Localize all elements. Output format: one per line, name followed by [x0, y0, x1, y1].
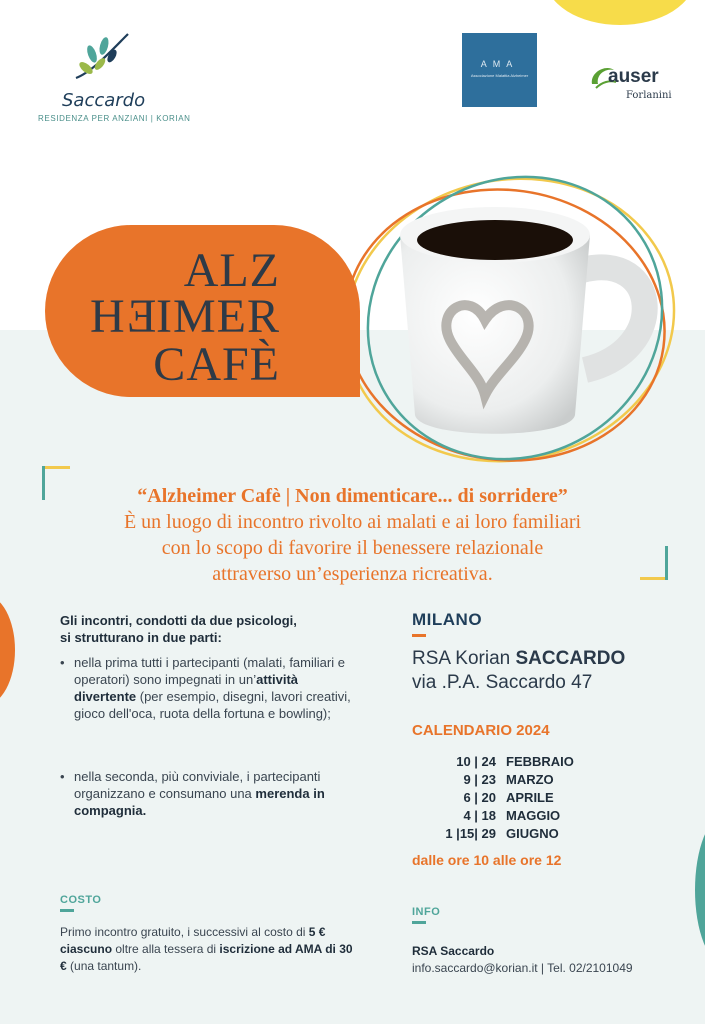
badge-heimer-rest: IMER — [156, 290, 280, 343]
info-name: RSA Saccardo — [412, 944, 495, 958]
bullet-first-part — [60, 654, 360, 722]
costo-text-a: Primo incontro gratuito, i successivi al costo di — [60, 925, 309, 939]
quote-corner-bottom-right — [640, 546, 668, 580]
badge-line-1: ALZ — [183, 244, 280, 297]
bullet-second-part — [60, 768, 360, 819]
costo-rule — [60, 909, 74, 912]
saccardo-logo — [38, 28, 198, 128]
city-heading: MILANO — [412, 610, 483, 629]
bullet1-bold: attività divertente — [74, 672, 299, 704]
bullet2-text-a: nella seconda, più conviviale, i partecipanti organizzano e consumano una — [74, 769, 321, 801]
costo-text-c: (una tantum). — [66, 959, 142, 973]
calendar-row — [412, 754, 612, 772]
coffee-cup-illustration — [320, 160, 690, 480]
calendar-month: FEBBRAIO — [506, 754, 574, 769]
rsa-prefix: RSA Korian — [412, 648, 516, 669]
incontri-heading-line-2: si strutturano in due parti: — [60, 630, 222, 645]
badge-line-2 — [90, 289, 280, 344]
bullet1-text-a: nella prima tutti i partecipanti (malati, familiari e operatori) sono impegnati in un’ — [74, 655, 345, 687]
ama-logo-subtitle: Associazione Malattia Alzheimer — [470, 73, 529, 78]
calendar-row — [412, 808, 612, 826]
ama-logo-title: AMA — [480, 59, 519, 69]
calendar-dates: 6 | 20 — [463, 790, 496, 805]
calendar-dates: 10 | 24 — [456, 754, 496, 769]
info-label: INFO — [412, 906, 441, 918]
info-rule — [412, 921, 426, 924]
costo-bold-price: 5 € ciascuno — [60, 925, 326, 956]
calendar-row — [412, 826, 612, 844]
quote-line-3: attraverso un’esperienza ricreativa. — [212, 563, 493, 585]
city-rule — [412, 634, 426, 637]
ama-logo — [462, 33, 537, 107]
meeting-hours: dalle ore 10 alle ore 12 — [412, 852, 562, 868]
alzheimer-cafe-badge — [45, 225, 360, 397]
calendar-month: MAGGIO — [506, 808, 561, 823]
calendar-dates: 1 |15| 29 — [445, 826, 496, 841]
info-contact: info.saccardo@korian.it | Tel. 02/2101049 — [412, 961, 633, 975]
incontri-heading-line-1: Gli incontri, condotti da due psicologi, — [60, 613, 297, 628]
quote-title: “Alzheimer Cafè | Non dimenticare... di sorridere” — [137, 485, 568, 507]
calendar-month: GIUGNO — [506, 826, 559, 841]
badge-line-3: CAFÈ — [153, 338, 280, 391]
bullet2-bold: merenda in compagnia. — [74, 786, 325, 818]
quote-corner-top-left — [42, 466, 70, 500]
calendar-row — [412, 772, 612, 790]
bullet-dot: • — [60, 655, 65, 670]
bullet1-text-b: (per esempio, disegni, lavori creativi, gioco dell'oca, ruota della fortuna e bowling); — [74, 689, 351, 721]
auser-logo-subtitle: Forlanini — [626, 90, 672, 101]
badge-mirrored-letter: E — [125, 290, 156, 343]
saccardo-logo-subtitle: RESIDENZA PER ANZIANI | KORIAN — [38, 114, 191, 123]
costo-text-b: oltre alla tessera di — [112, 942, 220, 956]
rsa-name — [412, 648, 625, 670]
calendar-month: APRILE — [506, 790, 554, 805]
calendar-month: MARZO — [506, 772, 554, 787]
calendar-dates: 9 | 23 — [463, 772, 496, 787]
description-quote — [80, 483, 625, 587]
olive-branch-icon — [70, 28, 132, 86]
auser-logo-name: auser — [608, 66, 659, 87]
auser-logo — [588, 60, 688, 105]
calendar-dates: 4 | 18 — [463, 808, 496, 823]
incontri-heading — [60, 612, 360, 646]
calendar-title: CALENDARIO 2024 — [412, 722, 550, 739]
badge-heimer-h: H — [90, 290, 126, 343]
rsa-address: via .P.A. Saccardo 47 — [412, 672, 593, 693]
saccardo-logo-name: Saccardo — [62, 90, 146, 111]
quote-line-2: con lo scopo di favorire il benessere relazionale — [161, 537, 544, 559]
decorative-yellow-shape — [545, 0, 695, 25]
costo-text — [60, 924, 360, 975]
calendar-row — [412, 790, 612, 808]
bullet-dot: • — [60, 769, 65, 784]
costo-label: COSTO — [60, 894, 102, 906]
costo-bold-membership: iscrizione ad AMA di 30 € — [60, 942, 353, 973]
rsa-bold-name: SACCARDO — [515, 648, 626, 669]
quote-line-1: È un luogo di incontro rivolto ai malati e ai loro familiari — [123, 511, 582, 533]
